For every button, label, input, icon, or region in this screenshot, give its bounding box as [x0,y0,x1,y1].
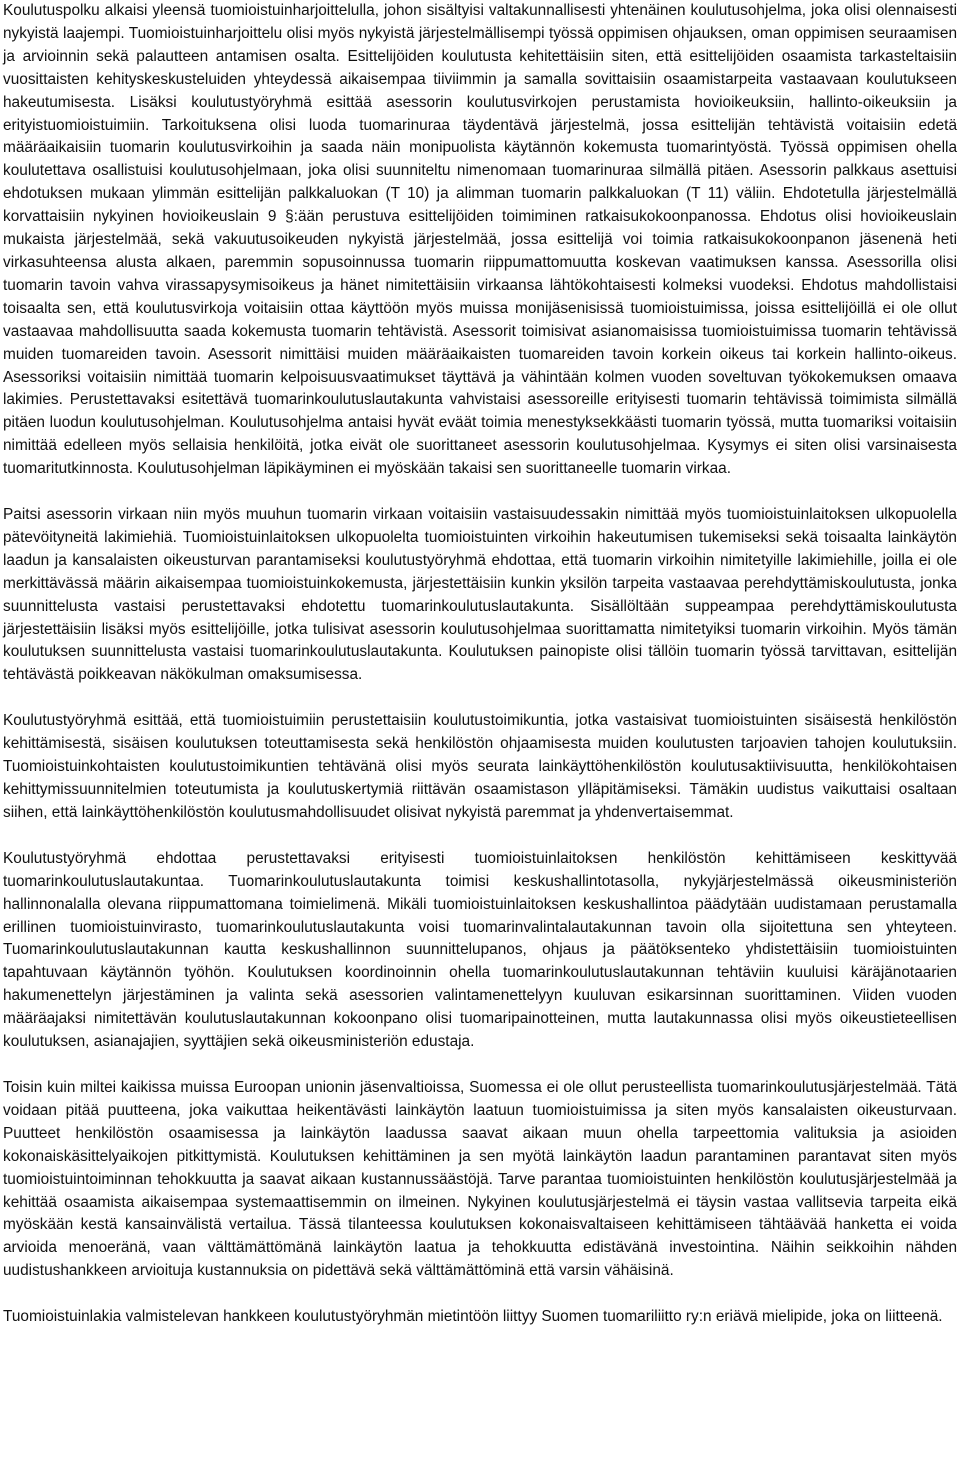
paragraph-dissenting-opinion: Tuomioistuinlakia valmistelevan hankkeen koulutustyöryhmän mietintöön liittyy Suomen tuomariliitto ry:n eriävä mielipide, joka on liitteenä. [3,1308,943,1326]
paragraph-assessor-appointment: Paitsi asessorin virkaan niin myös muuhun tuomarin virkaan voitaisiin vastaisuudessakin nimittää myös tuomioistuinlaitoksen ulkopuolella pätevöityneitä lakimiehiä. Tuomioistuinlaitoksen ulkopuolelta tuomioistuinten virkoihin hakeutumisen tukemiseksi sekä toisaalta lainkäytön laadun ja kansalaisten oikeusturvan parantamiseksi koulutustyöryhmä ehdottaa, että tuomarin virkoihin nimitetyille lakimiehille, joilla ei ole merkittävässä määrin aikaisempaa tuomioistuinkokemusta, järjestettäisiin kunkin yksilön tarpeita vastaavaa perehdyttämiskoulutusta, jonka suunnittelusta vastaisi perustettavaksi ehdotettu tuomarinkoulutuslautakunta. Sisällöltään suppeampaa perehdyttämiskoulutusta järjestettäisiin lisäksi myös esittelijöille, jotka tulisivat asessorin koulutusohjelmaa suorittamatta nimitetyiksi tuomarin virkoihin. Myös tämän koulutuksen suunnittelusta vastaisi tuomarinkoulutuslautakunta. Koulutuksen painopiste olisi tällöin tuomarin työssä tarvittavan, esittelijän tehtävästä poikkeavan näkökulman omaksumisessa. [3,506,957,684]
paragraph-eu-comparison: Toisin kuin miltei kaikissa muissa Euroopan unionin jäsenvaltioissa, Suomessa ei ole ollut perusteellista tuomarinkoulutusjärjestelmää. Tätä voidaan pitää puutteena, joka vaikuttaa heikentävästi lainkäytön laatuun tuomioistuimissa ja siten myös kansalaisten oikeusturvaan. Puutteet henkilöstön osaamisessa ja lainkäytön laadussa saavat aikaan muun ohella tarpeettomia valituksia ja asioiden kokonaiskäsittelyaikojen pitkittymistä. Koulutuksen kehittäminen ja sen myötä lainkäytön laadun parantaminen parantavat siten myös tuomioistuintoiminnan tehokkuutta ja saavat aikaan kustannussäästöjä. Tarve parantaa tuomioistuinten henkilöstön koulutusjärjestelmää ja kehittää osaamista aikaisempaa systemaattisemmin on ilmeinen. Nykyinen koulutusjärjestelmä ei täysin vastaa vallitsevia tarpeita eikä myöskään kestä kansainvälistä vertailua. Tässä tilanteessa koulutuksen kokonaisvaltaiseen kehittämiseen tähtäävää hanketta ei voida arvioida menoeränä, vaan välttämättömänä lainkäytön laatua ja tehokkuutta edistävänä investointina. Näihin seikkoihin nähden uudistushankkeen arvioituja kustannuksia on pidettävä sekä välttämättöminä että varsin vähäisinä. [3,1078,957,1280]
document-page [3,0,957,1329]
paragraph-training-path: Koulutuspolku alkaisi yleensä tuomioistuinharjoittelulla, johon sisältyisi valtakunnallisesti yhtenäinen koulutusohjelma, joka olisi olennaisesti nykyistä laajempi. Tuomioistuinharjoittelu olisi myös nykyistä järjestelmällisempi työssä oppimisen ohjauksen, oman oppimisen seuraamisen ja arvioinnin sekä palautteen antamisen osalta. Esittelijöiden koulutusta kehitettäisiin siten, että esittelijöiden osaamista tarkasteltaisiin vuosittaisten kehityskeskusteluiden yhteydessä aikaisempaa tiiviimmin ja samalla sovittaisiin osaamistarpeita vastaavaan koulutukseen hakeutumisesta. Lisäksi koulutustyöryhmä esittää asessorin koulutusvirkojen perustamista hovioikeuksiin, hallinto-oikeuksiin ja erityistuomioistuimiin. Tarkoituksena olisi luoda tuomarinuraa täydentävä järjestelmä, jossa esittelijän tehtävistä voitaisiin edetä määräaikaisiin tuomarin koulutusvirkoihin ja saada näin monipuolista käytännön kokemusta tuomarintyöstä. Työssä oppimisen ohella koulutettava osallistuisi koulutusohjelmaan, joka olisi suunniteltu nimenomaan tuomarinuraa silmällä pitäen. Asessorin palkkaus asettuisi ehdotuksen mukaan ylimmän esittelijän palkkaluokan (T 10) ja alimman tuomarin palkkaluokan (T 11) väliin. Ehdotetulla järjestelmällä korvattaisiin nykyinen hovioikeuslain 9 §:ään perustuva esittelijöiden toimiminen ratkaisukokoonpanossa. Ehdotus olisi hovioikeuslain mukaista järjestelmää, sekä vakuutusoikeuden nykyistä järjestelmää, jossa esittelijä voi toimia ratkaisukokoonpanon jäsenenä heti virkasuhteensa alusta alkaen, paremmin sopusoinnussa tuomarin riippumattomuutta koskevan vaatimuksen kanssa. Asessorilla olisi tuomarin tavoin vahva virassapysymisoikeus ja hänet nimitettäisiin virkaansa lähtökohtaisesti kolmeksi vuodeksi. Ehdotus mahdollistaisi toisaalta sen, että koulutusvirkoja voitaisiin ottaa käyttöön myös muissa monijäsenisissä tuomioistuimissa, joissa esittelijöillä ei ole ollut vastaavaa mahdollisuutta saada kokemusta tuomarin tehtävistä. Asessorit toimisivat asianomaisissa tuomioistuimissa tuomarin tehtävissä muiden tuomareiden tavoin. Asessorit nimittäisi muiden määräaikaisten tuomareiden tavoin korkein oikeus tai korkein hallinto-oikeus. Asessoriksi voitaisiin nimittää tuomarin kelpoisuusvaatimukset täyttävä ja vähintään kolmen vuoden soveltuvan työkokemuksen omaava lakimies. Perustettavaksi esitettävä tuomarinkoulutuslautakunta vahvistaisi asessoreille erityisesti tuomarin tehtävissä toimimista silmällä pitäen luodun koulutusohjelman. Koulutusohjelma antaisi hyvät eväät toimia menestyksekkäästi tuomarin työssä, mutta tuomariksi voitaisiin nimittää edelleen myös sellaisia henkilöitä, jotka eivät ole suorittaneet asessorin koulutusohjelmaa. Kysymys ei siten olisi varsinaisesta tuomaritutkinnosta. Koulutusohjelman läpikäyminen ei myöskään takaisi sen suorittaneelle tuomarin virkaa. [3,2,957,478]
paragraph-training-board: Koulutustyöryhmä ehdottaa perustettavaksi erityisesti tuomioistuinlaitoksen henkilöstön kehittämiseen keskittyvää tuomarinkoulutuslautakuntaa. Tuomarinkoulutuslautakunta toimisi keskushallintotasolla, nykyjärjestelmässä oikeusministeriön hallinnonalalla olevana riippumattomana toimielimenä. Mikäli tuomioistuinlaitoksen keskushallintoa päädytään uudistamaan perustamalla erillinen tuomioistuinvirasto, tuomarinkoulutuslautakunta voisi tuomarinvalintalautakunnan tavoin olla sijoitettuna sen yhteyteen. Tuomarinkoulutuslautakunnan kautta keskushallinnon suunnittelupanos, ohjaus ja päätöksenteko yhdistettäisiin tuomioistuinten tapahtuvaan käytännön työhön. Koulutuksen koordinoinnin ohella tuomarinkoulutuslautakunnan tehtäviin kuuluisi käräjänotaarien hakumenettelyn järjestäminen ja valinta sekä asessorien valintamenettelyyn kuuluvan esikarsinnan suorittaminen. Viiden vuoden määräajaksi nimitettävän koulutuslautakunnan kokoonpano olisi tuomaripainotteinen, mutta lautakunnassa olisi myös oikeustieteellisen koulutuksen, asianajajien, syyttäjien sekä oikeusministeriön edustaja. [3,849,957,1051]
paragraph-training-committees: Koulutustyöryhmä esittää, että tuomioistuimiin perustettaisiin koulutustoimikuntia, jotka vastaisivat tuomioistuinten sisäisestä henkilöstön kehittämisestä, sisäisen koulutuksen toteuttamisesta sekä henkilöstön ohjaamisesta muiden koulutusten tarjoavien tahojen koulutuksiin. Tuomioistuinkohtaisten koulutustoimikuntien tehtävänä olisi myös seurata lainkäyttöhenkilöstön koulutusaktiivisuutta, henkilökohtaisen kehittymissuunnitelmien toteutumista ja koulutuskertymiä riittävän osaamistason ylläpitämiseksi. Tämäkin uudistus vaikuttaisi osaltaan siihen, että lainkäyttöhenkilöstön koulutusmahdollisuudet olisivat nykyistä paremmat ja yhdenvertaisemmat. [3,712,957,821]
